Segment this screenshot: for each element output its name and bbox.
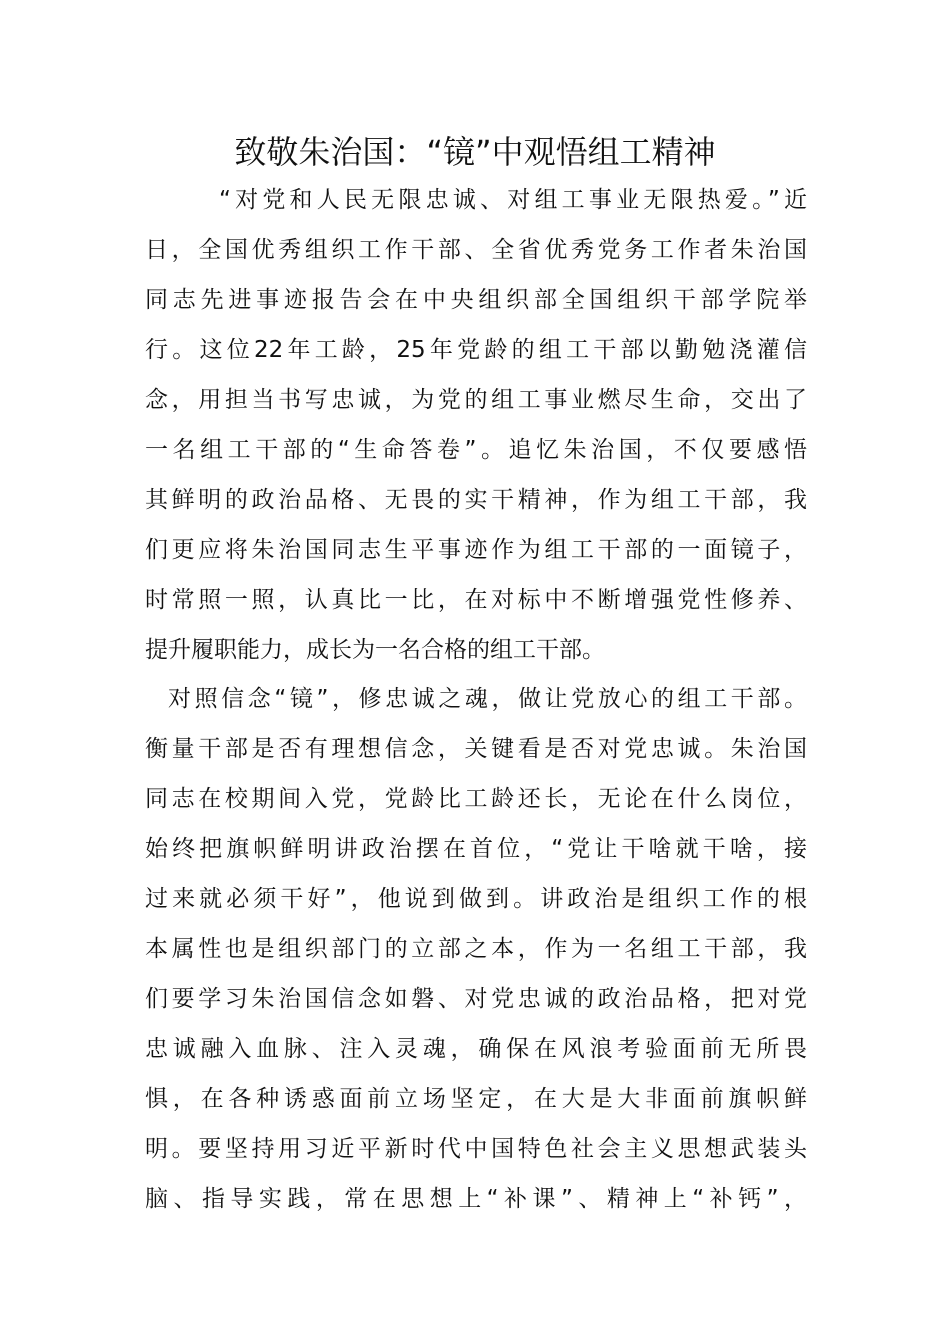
paragraph-2-line-2: 衡量干部是否有理想信念，关键看是否对党忠诚。朱治国: [145, 736, 807, 762]
paragraph-2-line-8: 忠诚融入血脉、注入灵魂，确保在风浪考验面前无所畏: [145, 1036, 807, 1062]
paragraph-2-line-4: 始终把旗帜鲜明讲政治摆在首位，“党让干啥就干啥，接: [145, 836, 807, 862]
paragraph-2-line-7: 们要学习朱治国信念如磐、对党忠诚的政治品格，把对党: [145, 986, 807, 1012]
paragraph-1-line-8: 们更应将朱治国同志生平事迹作为组工干部的一面镜子，: [145, 537, 807, 563]
paragraph-2-line-10: 明。要坚持用习近平新时代中国特色社会主义思想武装头: [145, 1136, 807, 1162]
paragraph-1-line-1: “对党和人民无限忠诚、对组工事业无限热爱。”近: [219, 187, 807, 213]
paragraph-2-line-3: 同志在校期间入党，党龄比工龄还长，无论在什么岗位，: [145, 786, 807, 812]
paragraph-1-line-2: 日，全国优秀组织工作干部、全省优秀党务工作者朱治国: [145, 237, 807, 263]
document-title: 致敬朱治国：“镜”中观悟组工精神: [234, 133, 716, 171]
paragraph-1-line-10: 提升履职能力，成长为一名合格的组工干部。: [145, 637, 605, 663]
paragraph-1-line-4: 行。这位22年工龄，25年党龄的组工干部以勤勉浇灌信: [145, 337, 807, 363]
paragraph-1-line-9: 时常照一照，认真比一比，在对标中不断增强党性修养、: [145, 587, 807, 613]
paragraph-2-line-9: 惧，在各种诱惑面前立场坚定，在大是大非面前旗帜鲜: [145, 1086, 807, 1112]
paragraph-2-line-1: 对照信念“镜”，修忠诚之魂，做让党放心的组工干部。: [168, 686, 807, 712]
paragraph-1-line-7: 其鲜明的政治品格、无畏的实干精神，作为组工干部，我: [145, 487, 807, 513]
paragraph-2-line-6: 本属性也是组织部门的立部之本，作为一名组工干部，我: [145, 936, 807, 962]
paragraph-1-line-5: 念，用担当书写忠诚，为党的组工事业燃尽生命，交出了: [145, 387, 807, 413]
paragraph-2-line-5: 过来就必须干好”，他说到做到。讲政治是组织工作的根: [145, 886, 807, 912]
paragraph-1-line-6: 一名组工干部的“生命答卷”。追忆朱治国，不仅要感悟: [145, 437, 807, 463]
paragraph-2-line-11: 脑、指导实践，常在思想上“补课”、精神上“补钙”，: [145, 1186, 807, 1212]
paragraph-1-line-3: 同志先进事迹报告会在中央组织部全国组织干部学院举: [145, 287, 807, 313]
